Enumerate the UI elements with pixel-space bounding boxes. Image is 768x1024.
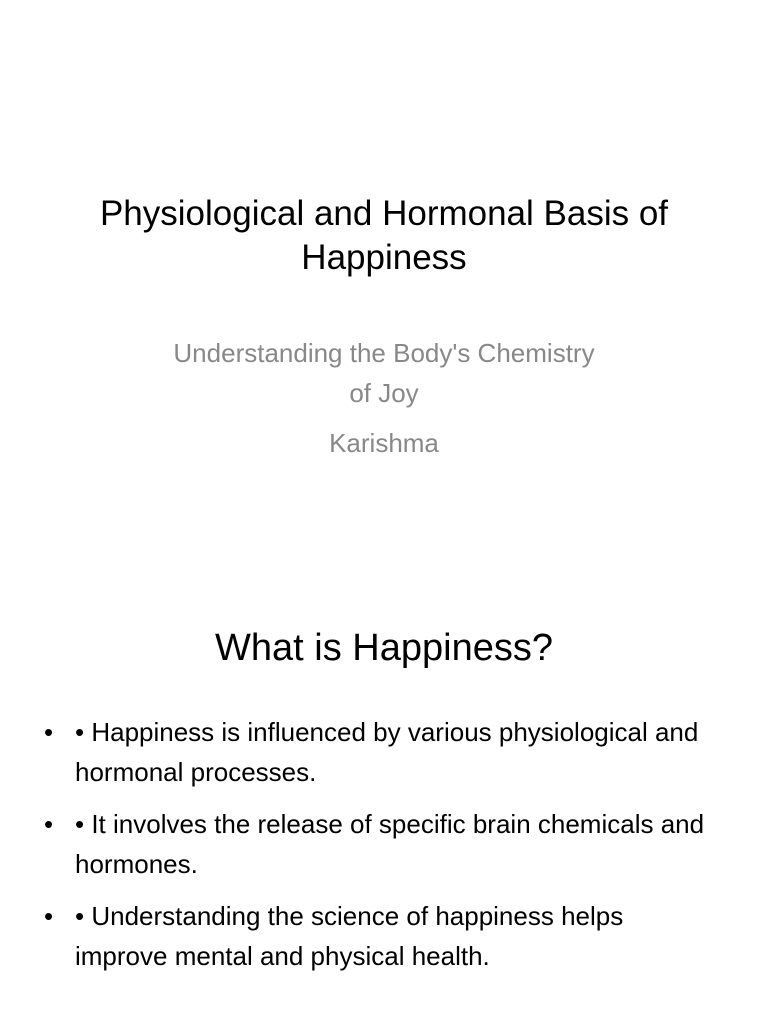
slide-title: What is Happiness? bbox=[215, 627, 553, 669]
bullet-item bbox=[40, 804, 720, 884]
presentation-title: Physiological and Hormonal Basis of Happiness bbox=[99, 194, 669, 277]
bullet-text: • Understanding the science of happiness helps improve mental and physical health. bbox=[75, 901, 624, 971]
bullet-text: • Happiness is influenced by various physiological and hormonal processes. bbox=[75, 717, 699, 787]
bullet-item bbox=[40, 896, 720, 976]
subtitle-line-1: Understanding the Body's Chemistry bbox=[173, 338, 595, 368]
bullet-marker: • bbox=[44, 809, 54, 839]
content-slide bbox=[0, 576, 768, 1024]
presentation-subtitle bbox=[100, 333, 668, 413]
bullet-list bbox=[40, 712, 720, 988]
author-name: Karishma bbox=[329, 428, 439, 458]
bullet-text: • It involves the release of specific brain chemicals and hormones. bbox=[75, 809, 705, 879]
bullet-item bbox=[40, 712, 720, 792]
bullet-marker: • bbox=[44, 901, 54, 931]
bullet-marker: • bbox=[44, 717, 54, 747]
subtitle-line-2: of Joy bbox=[349, 378, 419, 408]
